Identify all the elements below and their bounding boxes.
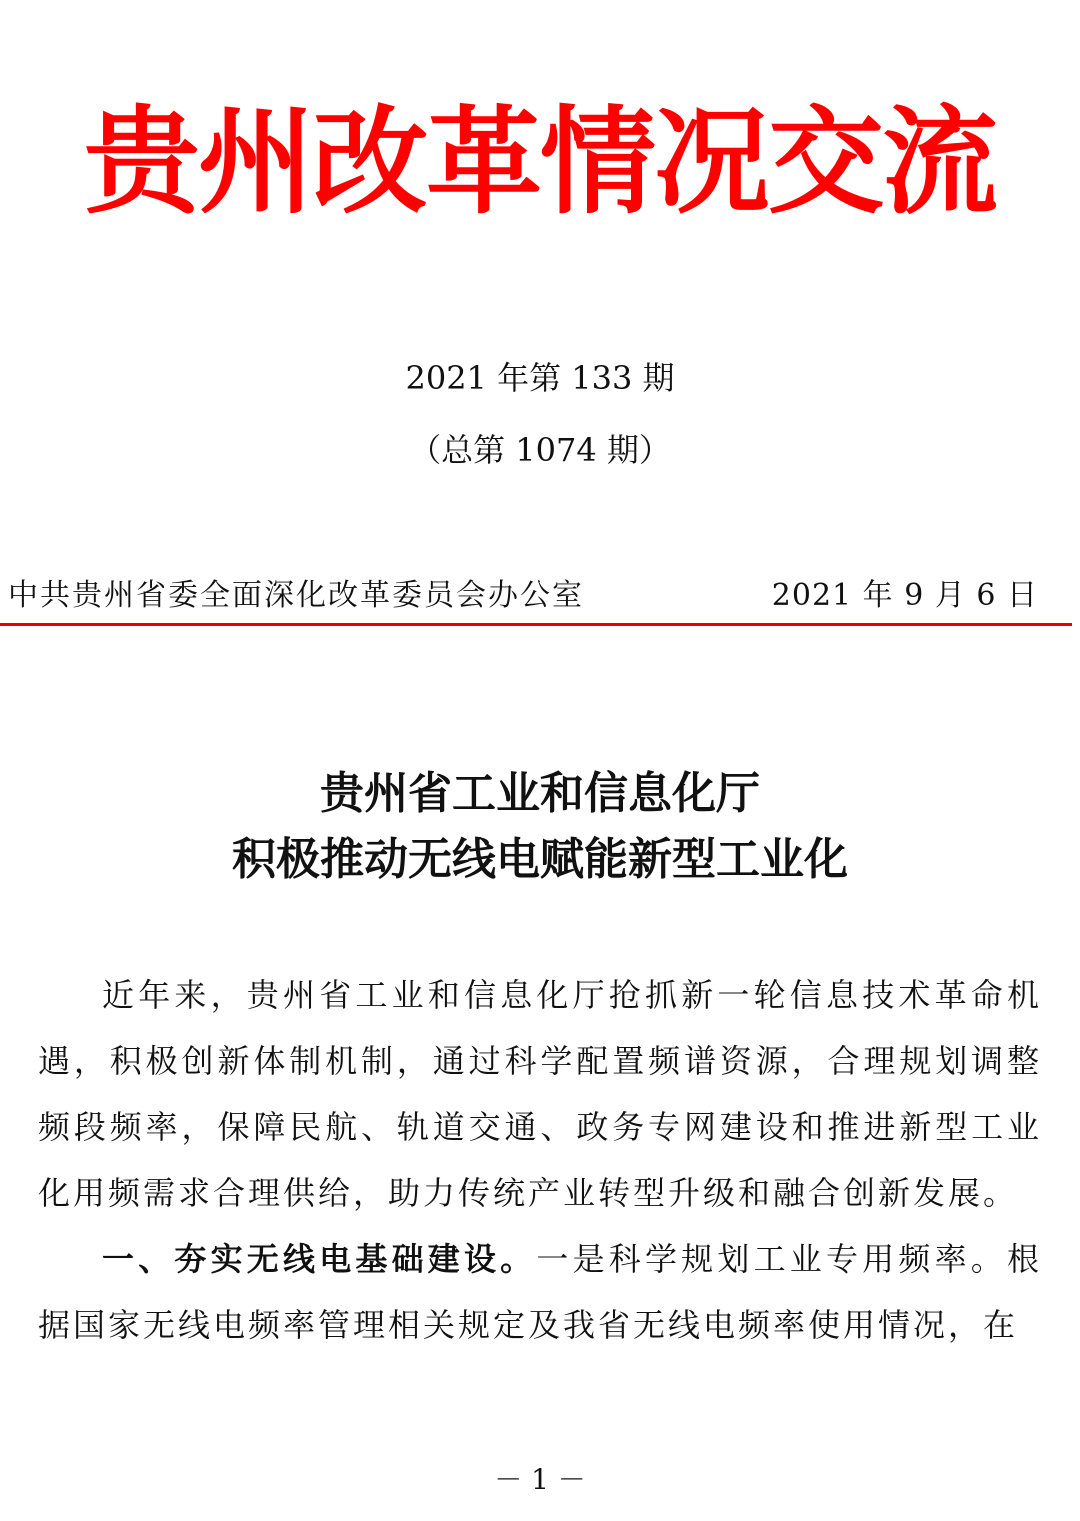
issue-total-number: （总第 1074 期） xyxy=(409,431,671,469)
article-body xyxy=(38,962,1042,1358)
masthead-title: 贵州改革情况交流 xyxy=(84,95,996,230)
body-paragraph: 近年来，贵州省工业和信息化厅抢抓新一轮信息技术革命机遇，积极创新体制机制，通过科学配置频谱资源，合理规划调整频段频率，保障民航、轨道交通、政务专网建设和推进新型工业化用频需求合理供给，助力传统产业转型升级和融合创新发展。 xyxy=(38,976,1042,1212)
section-heading: 一、夯实无线电基础建设。 xyxy=(102,1240,537,1278)
issue-date: 2021 年 9 月 6 日 xyxy=(771,578,1038,613)
page-number: － 1 － xyxy=(494,1463,586,1496)
article-title-line-1: 贵州省工业和信息化厅 xyxy=(320,768,760,819)
issue-number: 2021 年第 133 期 xyxy=(405,359,675,397)
section-text: 一是科学规划工业专用频率。根据国家无线电频率管理相关规定及我省无线电频率使用情况，在 xyxy=(38,1240,1042,1344)
article-title-line-2: 积极推动无线电赋能新型工业化 xyxy=(232,834,848,885)
body-paragraph xyxy=(38,1226,1042,1358)
issuer-name: 中共贵州省委全面深化改革委员会办公室 xyxy=(8,578,584,613)
red-divider-rule xyxy=(0,623,1072,626)
issuer-line xyxy=(8,574,1038,618)
